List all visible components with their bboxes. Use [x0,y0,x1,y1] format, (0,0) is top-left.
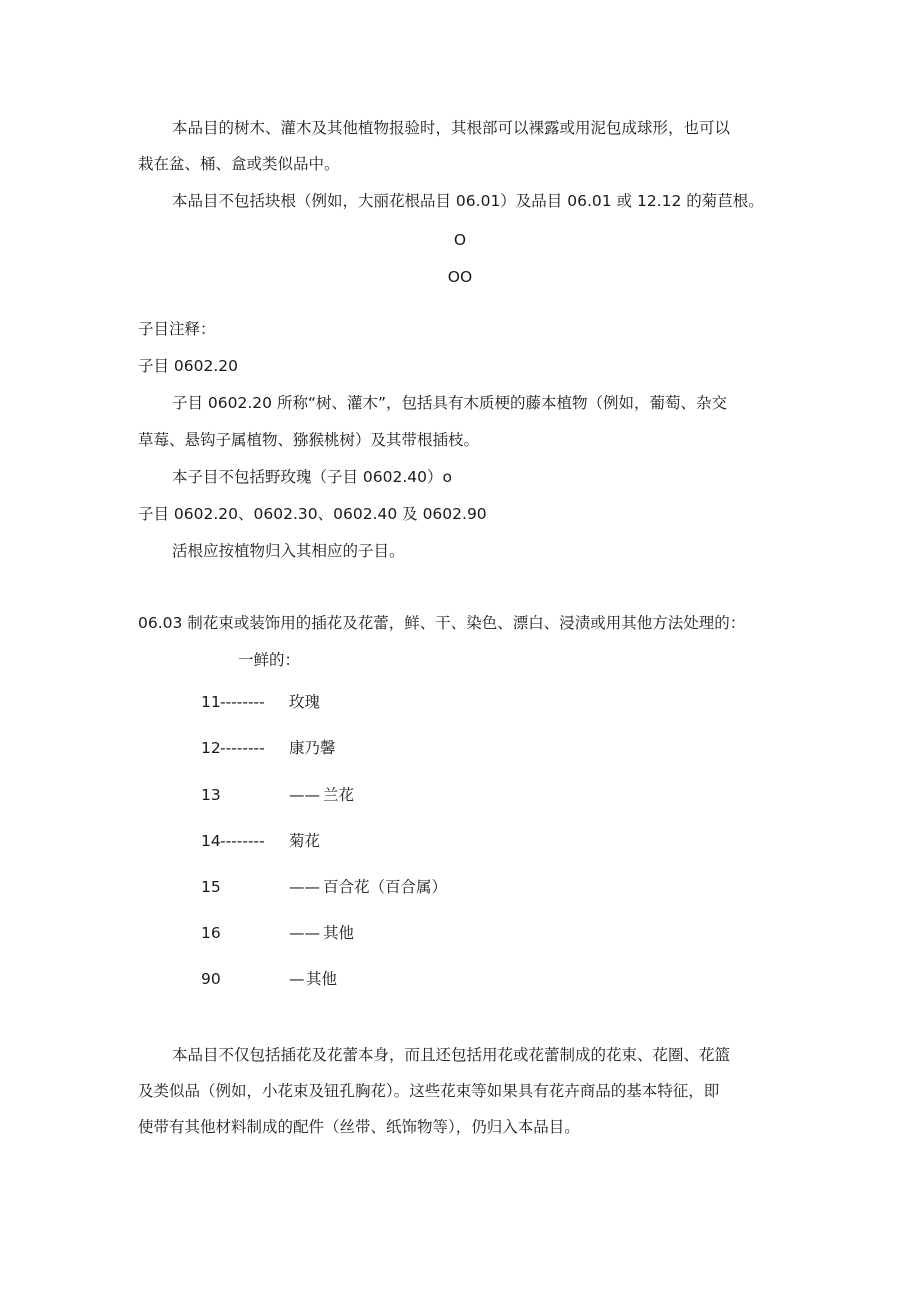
paragraph-1-line-2: 栽在盆、桶、盒或类似品中。 [138,155,340,173]
closing-paragraph-line3: 使带有其他材料制成的配件（丝带、纸饰物等），仍归入本品目。 [138,1118,580,1136]
paragraph-1-line-1: 本品目的树木、灌木及其他植物报验时，其根部可以裸露或用泥包成球形，也可以 [172,119,731,137]
heading-0603-group-fresh: 一鲜的： [238,651,301,669]
item-code: 12 [201,739,221,757]
item-code: 16 [201,924,221,942]
subheading-group-p1: 活根应按植物归入其相应的子目。 [172,542,405,560]
item-code: 13 [201,786,221,804]
item-label: 其他 [306,970,338,988]
item-code: 15 [201,878,221,896]
item-code: 11 [201,693,221,711]
item-dash: —— [289,878,320,896]
item-code: 90 [201,970,221,988]
item-code: 14 [201,832,221,850]
paragraph-2: 本品目不包括块根（例如，大丽花根品目 06.01）及品目 06.01 或 12.12 的菊苣根。 [172,192,764,210]
subheading-notes-title: 子目注释： [138,320,216,338]
closing-paragraph-line1: 本品目不仅包括插花及花蕾本身，而且还包括用花或花蕾制成的花束、花圈、花篮 [172,1046,731,1064]
item-label: 百合花（百合属） [323,878,448,896]
item-label: 玫瑰 [289,693,321,711]
subheading-0602-20-p1-line2: 草莓、悬钩子属植物、猕猴桃树）及其带根插枝。 [138,431,480,449]
closing-paragraph-line2: 及类似品（例如，小花束及钮孔胸花）。这些花束等如果具有花卉商品的基本特征，即 [138,1082,720,1100]
item-label: 其他 [323,924,355,942]
mark-oo: OO [447,268,473,286]
item-dash: — [289,970,305,988]
item-label: 菊花 [289,832,321,850]
item-label: 康乃馨 [289,739,336,757]
item-dash: —— [289,786,320,804]
item-dash: -------- [220,832,265,850]
subheading-0602-20-title: 子目 0602.20 [138,357,239,375]
subheading-0602-20-p2: 本子目不包括野玫瑰（子目 0602.40）o [172,468,453,486]
item-dash: —— [289,924,320,942]
mark-o: O [453,231,467,249]
heading-0603-title: 06.03 制花束或装饰用的插花及花蕾，鲜、干、染色、漂白、浸渍或用其他方法处理的： [138,614,746,632]
subheading-0602-20-p1-line1: 子目 0602.20 所称“树、灌木”，包括具有木质梗的藤本植物（例如，葡萄、杂交 [172,394,728,412]
item-label: 兰花 [323,786,355,804]
subheading-group-title: 子目 0602.20、0602.30、0602.40 及 0602.90 [138,505,487,523]
item-dash: -------- [220,693,265,711]
item-dash: -------- [220,739,265,757]
